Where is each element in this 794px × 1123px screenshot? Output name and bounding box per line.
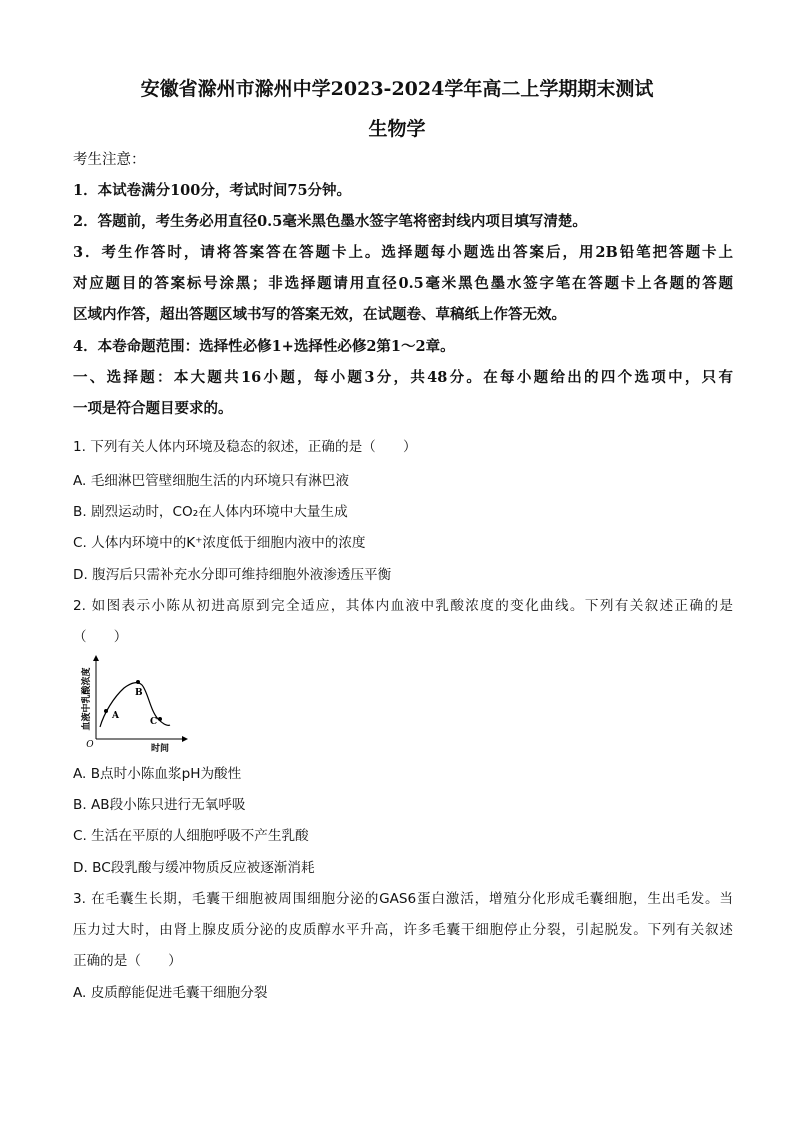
question-1-option-c: C. 人体内环境中的K⁺浓度低于细胞内液中的浓度 <box>73 535 366 551</box>
subject-title: 生物学 <box>368 118 426 140</box>
point-c <box>158 717 162 721</box>
point-b <box>136 680 140 684</box>
question-3-option-a: A. 皮质醇能促进毛囊干细胞分裂 <box>73 985 268 1001</box>
y-axis-arrow <box>93 655 99 661</box>
notice-item-1: 1．本试卷满分100分，考试时间75分钟。 <box>73 182 352 199</box>
question-2-stem: 2. 如图表示小陈从初进高原到完全适应，其体内血液中乳酸浓度的变化曲线。下列有关叙述正确的是 <box>73 598 733 614</box>
notice-item-2: 2．答题前，考生务必用直径0.5毫米黑色墨水签字笔将密封线内项目填写清楚。 <box>73 213 587 230</box>
x-axis-label: 时间 <box>150 744 170 754</box>
point-a <box>104 709 108 713</box>
section-heading-cont: 一项是符合题目要求的。 <box>73 400 233 417</box>
question-3-stem-cont2: 正确的是（ ） <box>73 953 182 969</box>
notice-item-3: 3．考生作答时，请将答案答在答题卡上。选择题每小题选出答案后，用2B铅笔把答题卡上 <box>73 244 733 261</box>
notice-item-3-cont2: 区域内作答，超出答题区域书写的答案无效，在试题卷、草稿纸上作答无效。 <box>73 306 566 323</box>
notice-heading: 考生注意： <box>73 152 146 168</box>
notice-item-4: 4．本卷命题范围：选择性必修1+选择性必修2第1～2章。 <box>73 338 455 355</box>
question-3-stem: 3. 在毛囊生长期，毛囊干细胞被周围细胞分泌的GAS6蛋白激活，增殖分化形成毛囊细胞，生出毛发。当 <box>73 891 733 907</box>
notice-item-3-cont: 对应题目的答案标号涂黑；非选择题请用直径0.5毫米黑色墨水签字笔在答题卡上各题的答题 <box>73 275 733 292</box>
exam-title: 安徽省滁州市滁州中学2023-2024学年高二上学期期末测试 <box>140 78 654 100</box>
point-c-label: C <box>150 717 158 727</box>
question-1-stem: 1. 下列有关人体内环境及稳态的叙述，正确的是（ ） <box>73 439 417 455</box>
x-axis-arrow <box>182 736 188 742</box>
question-3-stem-cont: 压力过大时，由肾上腺皮质分泌的皮质醇水平升高，许多毛囊干细胞停止分裂，引起脱发。下列有关叙述 <box>73 922 733 938</box>
section-heading: 一、选择题：本大题共16小题，每小题3分，共48分。在每小题给出的四个选项中，只有 <box>73 369 733 386</box>
question-2-option-d: D. BC段乳酸与缓冲物质反应被逐渐消耗 <box>73 860 315 876</box>
question-2-option-b: B. AB段小陈只进行无氧呼吸 <box>73 797 246 813</box>
question-1-option-a: A. 毛细淋巴管壁细胞生活的内环境只有淋巴液 <box>73 473 349 489</box>
origin-label: O <box>86 740 94 750</box>
point-a-label: A <box>112 711 119 721</box>
question-1-option-d: D. 腹泻后只需补充水分即可维持细胞外液渗透压平衡 <box>73 567 392 583</box>
question-2-stem-cont: （ ） <box>73 629 128 645</box>
lactic-acid-curve-figure <box>80 655 190 755</box>
question-2-option-a: A. B点时小陈血浆pH为酸性 <box>73 766 242 782</box>
question-1-option-b: B. 剧烈运动时，CO₂在人体内环境中大量生成 <box>73 504 348 520</box>
question-2-option-c: C. 生活在平原的人细胞呼吸不产生乳酸 <box>73 828 309 844</box>
point-b-label: B <box>135 688 143 698</box>
y-axis-label: 血液中乳酸浓度 <box>82 667 92 731</box>
